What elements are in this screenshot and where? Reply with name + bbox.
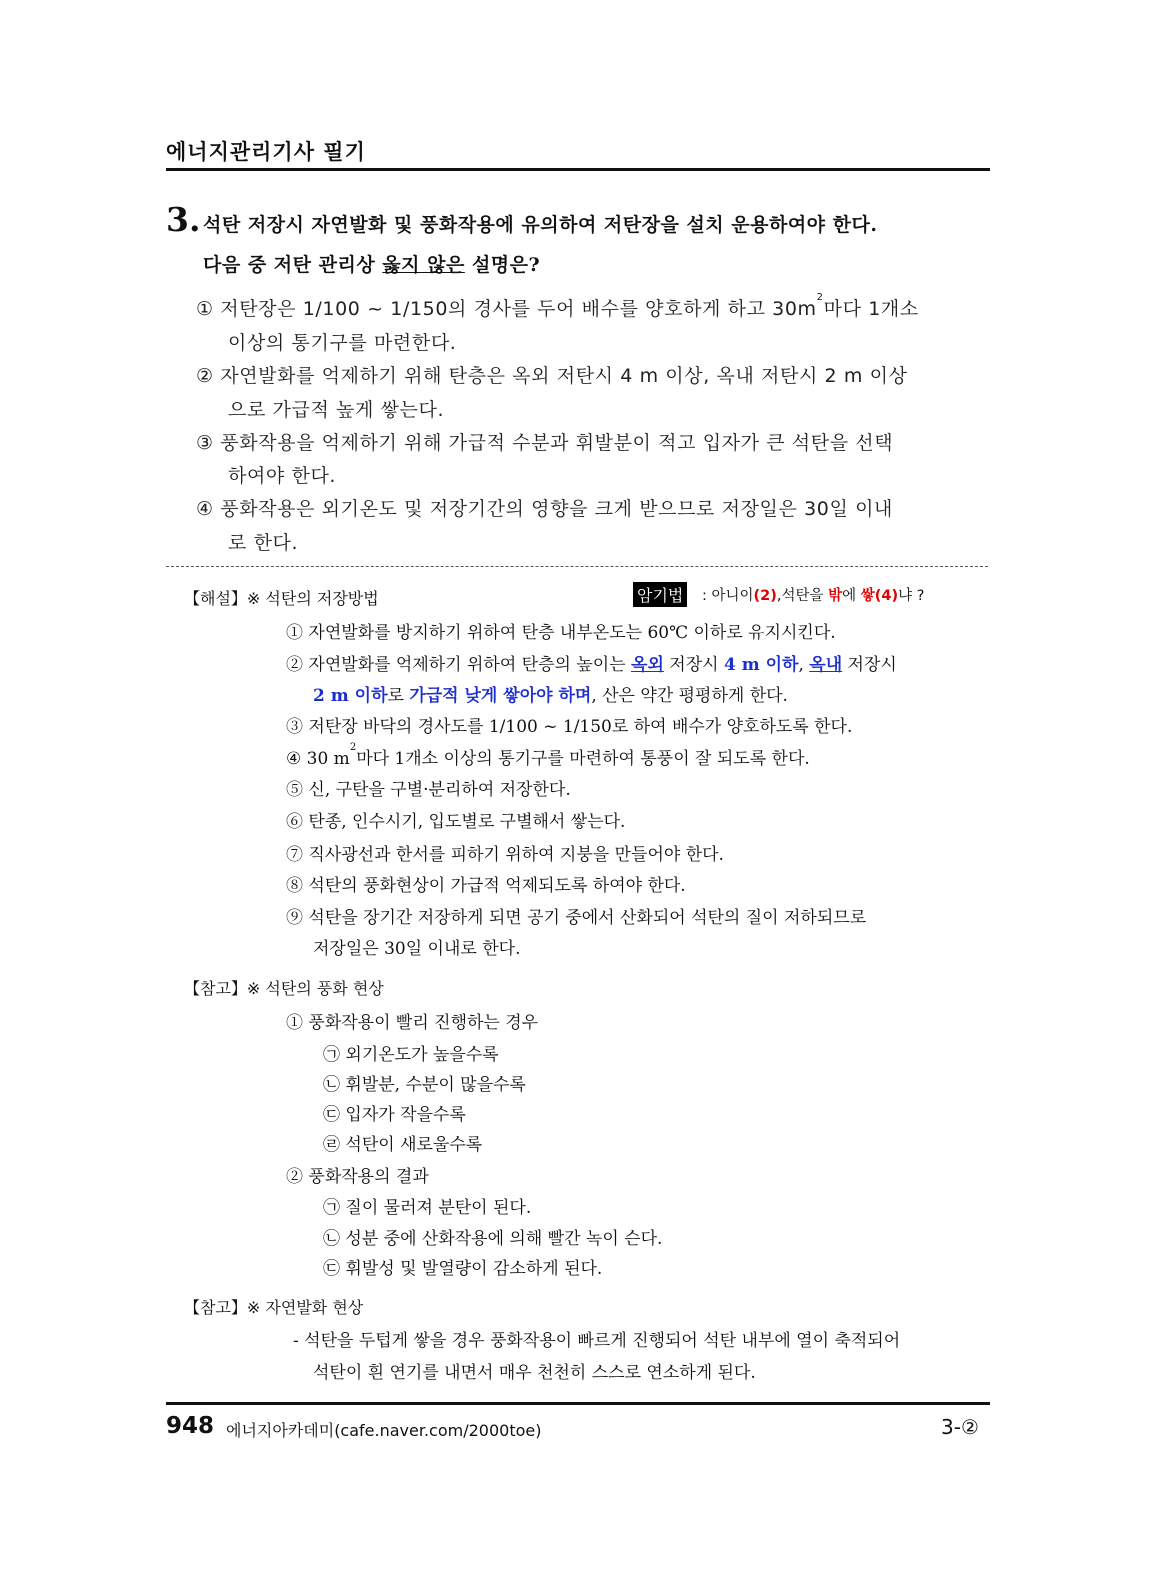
explanation-item-3: ③ 저탄장 바닥의 경사도를 1/100 ~ 1/150로 하여 배수가 양호하도록 한다. bbox=[286, 717, 853, 737]
option-2-cont: 으로 가급적 높게 쌓는다. bbox=[228, 399, 445, 421]
ref1-line-7: ㉠ 질이 물러져 분탄이 된다. bbox=[323, 1198, 532, 1218]
mnemonic-p2: ,석탄을 bbox=[776, 588, 829, 604]
ref2-label: 【참고】※ 자연발화 현상 bbox=[184, 1298, 364, 1317]
explanation-item-5: ⑤ 신, 구탄을 구별·분리하여 저장한다. bbox=[286, 780, 571, 800]
header-rule bbox=[166, 168, 990, 171]
header-title: 에너지관리기사 필기 bbox=[166, 140, 366, 164]
option-3-cont: 하여야 한다. bbox=[228, 465, 337, 487]
explanation-label: 【해설】※ 석탄의 저장방법 bbox=[184, 589, 379, 608]
item2-b3: 옥내 bbox=[809, 655, 843, 675]
ref1-line-8: ㉡ 성분 중에 산화작용에 의해 빨간 녹이 슨다. bbox=[323, 1229, 663, 1249]
explanation-item-6: ⑥ 탄종, 인수시기, 입도별로 구별해서 쌓는다. bbox=[286, 812, 626, 832]
explanation-item-9-cont: 저장일은 30일 이내로 한다. bbox=[313, 939, 521, 959]
item2-b2: 4 m 이하 bbox=[723, 655, 799, 675]
question-number: 3. bbox=[166, 200, 201, 239]
option-4-cont: 로 한다. bbox=[228, 532, 299, 554]
explanation-item-9: ⑨ 석탄을 장기간 저장하게 되면 공기 중에서 산화되어 석탄의 질이 저하되므로 bbox=[286, 908, 867, 928]
ref1-label: 【참고】※ 석탄의 풍화 현상 bbox=[184, 979, 384, 998]
ref1-line-5: ㉣ 석탄이 새로울수록 bbox=[323, 1135, 483, 1155]
option-1-cont: 이상의 통기구를 마련한다. bbox=[228, 332, 457, 354]
item2-t3: , bbox=[798, 655, 810, 675]
question-emphasis: 옳지 않은 bbox=[382, 254, 465, 276]
item4-a: ④ 30 m bbox=[286, 749, 350, 769]
explanation-item-4 bbox=[286, 744, 810, 769]
item2-b1: 옥외 bbox=[631, 655, 664, 675]
mnemonic-r1: (2) bbox=[753, 588, 777, 604]
explanation-item-2 bbox=[286, 650, 897, 675]
ref1-line-2: ㉠ 외기온도가 높을수록 bbox=[323, 1045, 499, 1065]
mnemonic-p1: : 아니이 bbox=[702, 588, 754, 604]
mnemonic-p3: 에 bbox=[842, 588, 861, 604]
item2-t6: , 산은 약간 평평하게 한다. bbox=[591, 686, 788, 706]
question-line-2-post: 설명은? bbox=[464, 254, 541, 276]
mnemonic-tag: 암기법 bbox=[633, 582, 687, 607]
option-3: ③ 풍화작용을 억제하기 위해 가급적 수분과 휘발분이 적고 입자가 큰 석탄을 선택 bbox=[196, 432, 894, 454]
page-number: 948 bbox=[166, 1413, 215, 1439]
explanation-item-8: ⑧ 석탄의 풍화현상이 가급적 억제되도록 하여야 한다. bbox=[286, 876, 686, 896]
explanation-item-7: ⑦ 직사광선과 한서를 피하기 위하여 지붕을 만들어야 한다. bbox=[286, 845, 724, 865]
mnemonic-r3: 쌓(4) bbox=[860, 588, 899, 604]
footer-site: 에너지아카데미(cafe.naver.com/2000toe) bbox=[226, 1421, 542, 1440]
option-1-text: ① 저탄장은 1/100 ~ 1/150의 경사를 두어 배수를 양호하게 하고 30m bbox=[196, 298, 817, 320]
mnemonic-r2: 밖 bbox=[828, 588, 843, 604]
ref1-line-1: ① 풍화작용이 빨리 진행하는 경우 bbox=[286, 1013, 539, 1033]
divider-dashed bbox=[166, 566, 988, 567]
footer-section: 3-② bbox=[941, 1415, 979, 1439]
item2-t5: 로 bbox=[387, 686, 410, 706]
ref1-line-3: ㉡ 휘발분, 수분이 많을수록 bbox=[323, 1075, 526, 1095]
explanation-item-2-cont bbox=[313, 681, 788, 706]
question-line-2 bbox=[203, 250, 540, 277]
question-line-1: 석탄 저장시 자연발화 및 풍화작용에 유의하여 저탄장을 설치 운용하여야 한다. bbox=[203, 214, 878, 236]
item2-b5: 가급적 낮게 쌓아야 하며 bbox=[409, 686, 592, 706]
mnemonic-p4: 냐 ? bbox=[898, 588, 925, 604]
item4-b: 마다 1개소 이상의 통기구를 마련하여 통풍이 잘 되도록 한다. bbox=[356, 749, 810, 769]
item2-b4: 2 m 이하 bbox=[313, 686, 388, 706]
item2-t2: 저장시 bbox=[663, 655, 724, 675]
item4-sup: 2 bbox=[349, 742, 357, 753]
ref1-line-4: ㉢ 입자가 작을수록 bbox=[323, 1105, 466, 1125]
item2-t1: ② 자연발화를 억제하기 위하여 탄층의 높이는 bbox=[286, 655, 632, 675]
ref2-line-2: 석탄이 흰 연기를 내면서 매우 천천히 스스로 연소하게 된다. bbox=[313, 1363, 756, 1383]
ref2-line-1: - 석탄을 두텁게 쌓을 경우 풍화작용이 빠르게 진행되어 석탄 내부에 열이 축적되어 bbox=[293, 1331, 901, 1351]
ref1-line-9: ㉢ 휘발성 및 발열량이 감소하게 된다. bbox=[323, 1259, 603, 1279]
option-1 bbox=[196, 294, 919, 321]
explanation-item-1: ① 자연발화를 방지하기 위하여 탄층 내부온도는 60℃ 이하로 유지시킨다. bbox=[286, 623, 836, 643]
option-4: ④ 풍화작용은 외기온도 및 저장기간의 영향을 크게 받으므로 저장일은 30일 이내 bbox=[196, 498, 893, 520]
option-2: ② 자연발화를 억제하기 위해 탄층은 옥외 저탄시 4 m 이상, 옥내 저탄시 2 m 이상 bbox=[196, 365, 908, 387]
item2-t4: 저장시 bbox=[842, 655, 897, 675]
footer-rule bbox=[166, 1402, 990, 1405]
question-line-2-pre: 다음 중 저탄 관리상 bbox=[203, 254, 383, 276]
option-1-sup: 2 bbox=[816, 292, 824, 303]
option-1-text-b: 마다 1개소 bbox=[823, 298, 919, 320]
ref1-line-6: ② 풍화작용의 결과 bbox=[286, 1167, 429, 1187]
mnemonic-text bbox=[702, 584, 924, 605]
